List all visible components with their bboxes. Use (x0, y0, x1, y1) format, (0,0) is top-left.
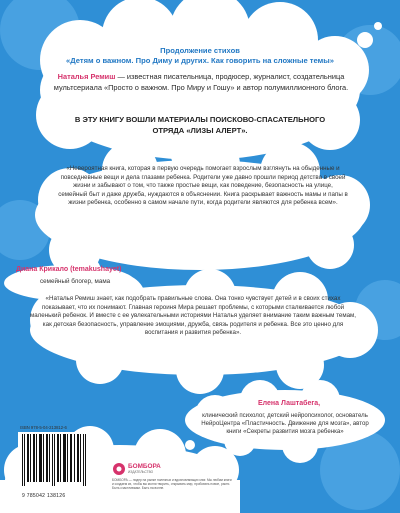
review-author-2-role: клинический психолог, детский нейропсихолог, основатель НейроЦентра «Пластичность. Движение для мозга», автор книги «Секреты развития мозга ребенка» (201, 412, 369, 436)
author-bio-text: — известная писательница, продюсер, журналист, создательница мультсериала «Просто о важном. Про Миру и Гошу» и автор полумиллионного блога. (53, 72, 349, 92)
author-name: Наталья Ремиш (57, 72, 116, 81)
barcode-icon (18, 432, 92, 490)
materials-note: В ЭТУ КНИГУ ВОШЛИ МАТЕРИАЛЫ ПОИСКОВО-СПАСАТЕЛЬНОГО ОТРЯДА «ЛИЗЫ АЛЕРТ». (74, 115, 326, 135)
review-author-1-name: Диана Крикало (temakushayet) (16, 266, 122, 273)
publisher-fineprint: БОМБОРА — лидер на рынке полезных и вдохновляющих книг. Мы любим книги и создаем их, чтобы вы могли творить, открывать мир, пробовать новое, расти. Быть счастливыми. Быть на волне. (112, 478, 232, 491)
publisher-name: БОМБОРА (128, 463, 161, 470)
review-author-2-name: Елена Лаштабега, (258, 400, 321, 407)
intro-title (40, 46, 360, 66)
isbn: ISBN 978-5-04-213812-6 (20, 425, 67, 430)
barcode-number: 9 785042 138126 (22, 493, 66, 499)
review-author-1-role: семейный блогер, мама (40, 278, 111, 285)
intro-line-2: «Детям о важном. Про Диму и других. Как говорить на сложные темы» (66, 56, 334, 65)
review-quote-2: «Наталья Ремиш знает, как подобрать правильные слова. Она тонко чувствует детей и в своих стихах показывает, что их понимают. Главная героиня Мира решает проблемы, с которыми сталкивается любой маленький ребенок. И вместе с ее увлекательными историями Наталья уделяет внимание таким важным темам, как детская безопасность, управление эмоциями, дружба, связь родителя и ребенка. Все это ценно для воспитания и развития ребенка». (29, 295, 357, 337)
intro-line-1: Продолжение стихов (160, 46, 240, 55)
author-bio (46, 72, 356, 93)
review-quote-1: «Невероятная книга, которая в первую очередь помогает взрослым взглянуть на обыденные и повседневные вещи и дела глазами ребенка. Родители уже давно прошли период детства в своей жизни и забывают о том, что также простые вещи, как поведение, безопасность на улице, семейный быт и даже дружба, нуждаются в объяснении. Книга раскрывает важность мамы и папы в жизни ребенка, особенно в самом начале пути, когда родители являются для ребенка всем». (58, 165, 348, 207)
publisher-sub: ИЗДАТЕЛЬСТВО (128, 470, 154, 474)
